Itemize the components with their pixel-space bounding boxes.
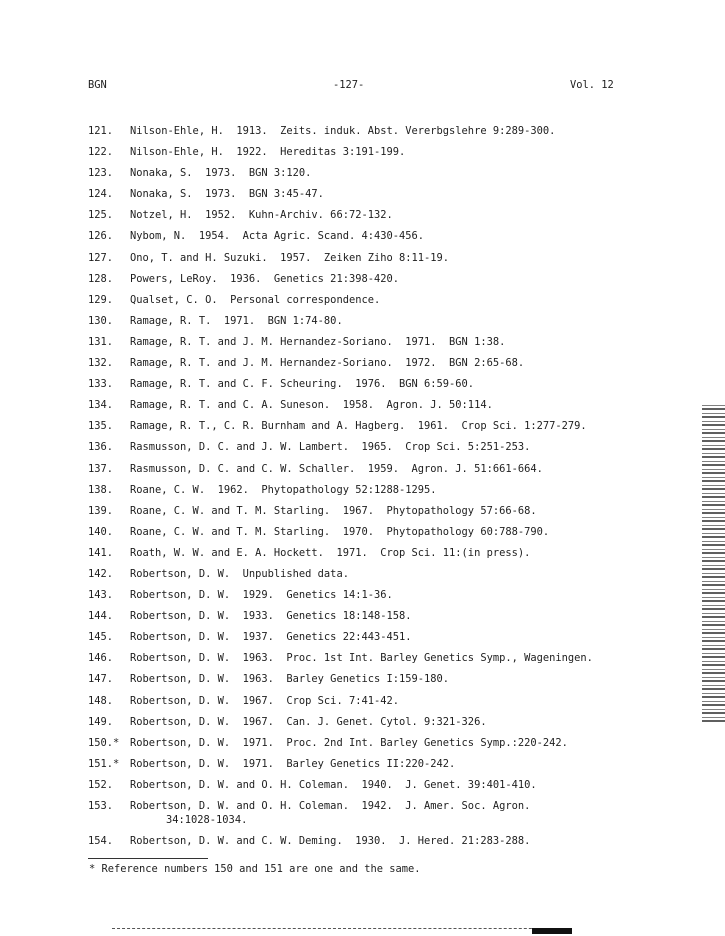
reference-text: Nybom, N. 1954. Acta Agric. Scand. 4:430-456.: [130, 230, 425, 243]
reference-number: 148.: [88, 694, 114, 707]
reference-text: Robertson, D. W. and O. H. Coleman. 1942. J. Amer. Soc. Agron.: [130, 800, 531, 812]
reference-text: Ramage, R. T. and C. A. Suneson. 1958. Agron. J. 50:114.: [130, 399, 493, 412]
reference-text: Ramage, R. T. and J. M. Hernandez-Soriano. 1971. BGN 1:38.: [130, 335, 506, 348]
reference-number: 126.: [88, 230, 114, 243]
reference-text: Robertson, D. W. 1933. Genetics 18:148-158.: [130, 610, 412, 623]
reference-text: Roath, W. W. and E. A. Hockett. 1971. Crop Sci. 11:(in press).: [130, 546, 531, 559]
reference-item: [88, 463, 713, 484]
reference-text: Nonaka, S. 1973. BGN 3:45-47.: [130, 188, 324, 201]
reference-number: 135.: [88, 420, 114, 433]
reference-text: Robertson, D. W. 1929. Genetics 14:1-36.: [130, 589, 393, 602]
reference-number: 134.: [88, 399, 114, 412]
reference-number: 125.: [88, 209, 114, 222]
reference-text: Robertson, D. W. 1967. Crop Sci. 7:41-42.: [130, 694, 399, 707]
reference-number: 124.: [88, 188, 114, 201]
reference-text: Roane, C. W. and T. M. Starling. 1970. Phytopathology 60:788-790.: [130, 525, 550, 538]
reference-item: [88, 441, 713, 462]
reference-item: [88, 695, 713, 716]
reference-number: 147.: [88, 673, 114, 686]
reference-continuation: 34:1028-1034.: [166, 814, 248, 826]
reference-number: 132.: [88, 357, 114, 370]
reference-number: 130.: [88, 314, 114, 327]
reference-number: 139.: [88, 504, 114, 517]
reference-text: Ono, T. and H. Suzuki. 1957. Zeiken Ziho 8:11-19.: [130, 251, 450, 264]
reference-text: Rasmusson, D. C. and J. W. Lambert. 1965. Crop Sci. 5:251-253.: [130, 441, 531, 454]
reference-item: [88, 188, 713, 209]
reference-item: [88, 758, 713, 779]
reference-item: [88, 737, 713, 758]
reference-text: Robertson, D. W. 1963. Barley Genetics I:159-180.: [130, 673, 450, 686]
reference-text: Qualset, C. O. Personal correspondence.: [130, 293, 381, 306]
reference-text: Robertson, D. W. 1937. Genetics 22:443-451.: [130, 631, 412, 644]
reference-item: [88, 484, 713, 505]
reference-item: [88, 589, 713, 610]
reference-number: 149.: [88, 715, 114, 728]
reference-number: 140.: [88, 525, 114, 538]
reference-number: 137.: [88, 462, 114, 475]
reference-number: 142.: [88, 567, 114, 580]
reference-number: 136.: [88, 441, 114, 454]
reference-text: Robertson, D. W. 1971. Proc. 2nd Int. Barley Genetics Symp.:220-242.: [130, 736, 568, 749]
reference-item: [88, 209, 713, 230]
reference-item: [88, 294, 713, 315]
reference-number: 153.: [88, 800, 114, 812]
reference-item: [88, 610, 713, 631]
reference-text: Robertson, D. W. and C. W. Deming. 1930. J. Hered. 21:283-288.: [130, 835, 531, 847]
reference-number: 144.: [88, 610, 114, 623]
reference-text: Robertson, D. W. 1971. Barley Genetics II:220-242.: [130, 757, 456, 770]
reference-item: [88, 631, 713, 652]
reference-item: [88, 273, 713, 294]
reference-text: Robertson, D. W. Unpublished data.: [130, 567, 349, 580]
reference-number: 146.: [88, 652, 114, 665]
volume-label: Vol. 12: [570, 79, 614, 91]
reference-text: Ramage, R. T. and C. F. Scheuring. 1976. BGN 6:59-60.: [130, 378, 475, 391]
reference-number: 138.: [88, 483, 114, 496]
reference-item: [88, 673, 713, 694]
reference-text: Robertson, D. W. 1967. Can. J. Genet. Cytol. 9:321-326.: [130, 715, 487, 728]
reference-number: 151.*: [88, 757, 120, 770]
reference-item: [88, 146, 713, 167]
reference-item: [88, 399, 713, 420]
reference-text: Powers, LeRoy. 1936. Genetics 21:398-420.: [130, 272, 399, 285]
reference-number: 154.: [88, 835, 114, 847]
reference-item: [88, 526, 713, 547]
reference-text: Notzel, H. 1952. Kuhn-Archiv. 66:72-132.: [130, 209, 393, 222]
reference-item: [88, 547, 713, 568]
reference-item: [88, 420, 713, 441]
reference-text: Robertson, D. W. and O. H. Coleman. 1940. J. Genet. 39:401-410.: [130, 778, 537, 791]
reference-number: 121.: [88, 125, 114, 137]
reference-item: [88, 315, 713, 336]
reference-number: 128.: [88, 272, 114, 285]
reference-item: [88, 167, 713, 188]
scan-artifact-line: [112, 928, 572, 929]
reference-item: [88, 800, 713, 835]
reference-item: [88, 505, 713, 526]
reference-item: [88, 336, 713, 357]
reference-text: Ramage, R. T. 1971. BGN 1:74-80.: [130, 314, 343, 327]
footnote: * Reference numbers 150 and 151 are one and the same.: [89, 863, 421, 875]
reference-number: 152.: [88, 778, 114, 791]
reference-text: Roane, C. W. 1962. Phytopathology 52:1288-1295.: [130, 483, 437, 496]
reference-item: [88, 716, 713, 737]
reference-number: 141.: [88, 546, 114, 559]
reference-number: 145.: [88, 631, 114, 644]
reference-text: Roane, C. W. and T. M. Starling. 1967. Phytopathology 57:66-68.: [130, 504, 537, 517]
reference-item: [88, 252, 713, 273]
reference-number: 122.: [88, 146, 114, 159]
reference-item: [88, 779, 713, 800]
reference-number: 143.: [88, 589, 114, 602]
reference-number: 131.: [88, 335, 114, 348]
footnote-rule: [88, 858, 208, 859]
running-head-journal: BGN: [88, 79, 107, 91]
reference-item: [88, 357, 713, 378]
reference-text: Rasmusson, D. C. and C. W. Schaller. 1959. Agron. J. 51:661-664.: [130, 462, 543, 475]
page-number: -127-: [333, 79, 365, 91]
reference-item: [88, 378, 713, 399]
reference-item: [88, 568, 713, 589]
reference-item: [88, 230, 713, 251]
reference-number: 129.: [88, 293, 114, 306]
reference-number: 150.*: [88, 736, 120, 749]
reference-list: [88, 125, 713, 856]
reference-text: Nilson-Ehle, H. 1913. Zeits. induk. Abst. Vererbgslehre 9:289-300.: [130, 125, 556, 137]
scan-edge-noise: [702, 402, 725, 722]
reference-item: [88, 652, 713, 673]
reference-item: [88, 835, 713, 856]
reference-text: Ramage, R. T. and J. M. Hernandez-Soriano. 1972. BGN 2:65-68.: [130, 357, 525, 370]
reference-item: [88, 125, 713, 146]
reference-text: Nonaka, S. 1973. BGN 3:120.: [130, 167, 312, 180]
reference-number: 127.: [88, 251, 114, 264]
reference-text: Ramage, R. T., C. R. Burnham and A. Hagberg. 1961. Crop Sci. 1:277-279.: [130, 420, 587, 433]
reference-number: 133.: [88, 378, 114, 391]
reference-number: 123.: [88, 167, 114, 180]
reference-text: Nilson-Ehle, H. 1922. Hereditas 3:191-199.: [130, 146, 406, 159]
scan-artifact-block: [532, 928, 572, 934]
reference-text: Robertson, D. W. 1963. Proc. 1st Int. Barley Genetics Symp., Wageningen.: [130, 652, 593, 665]
